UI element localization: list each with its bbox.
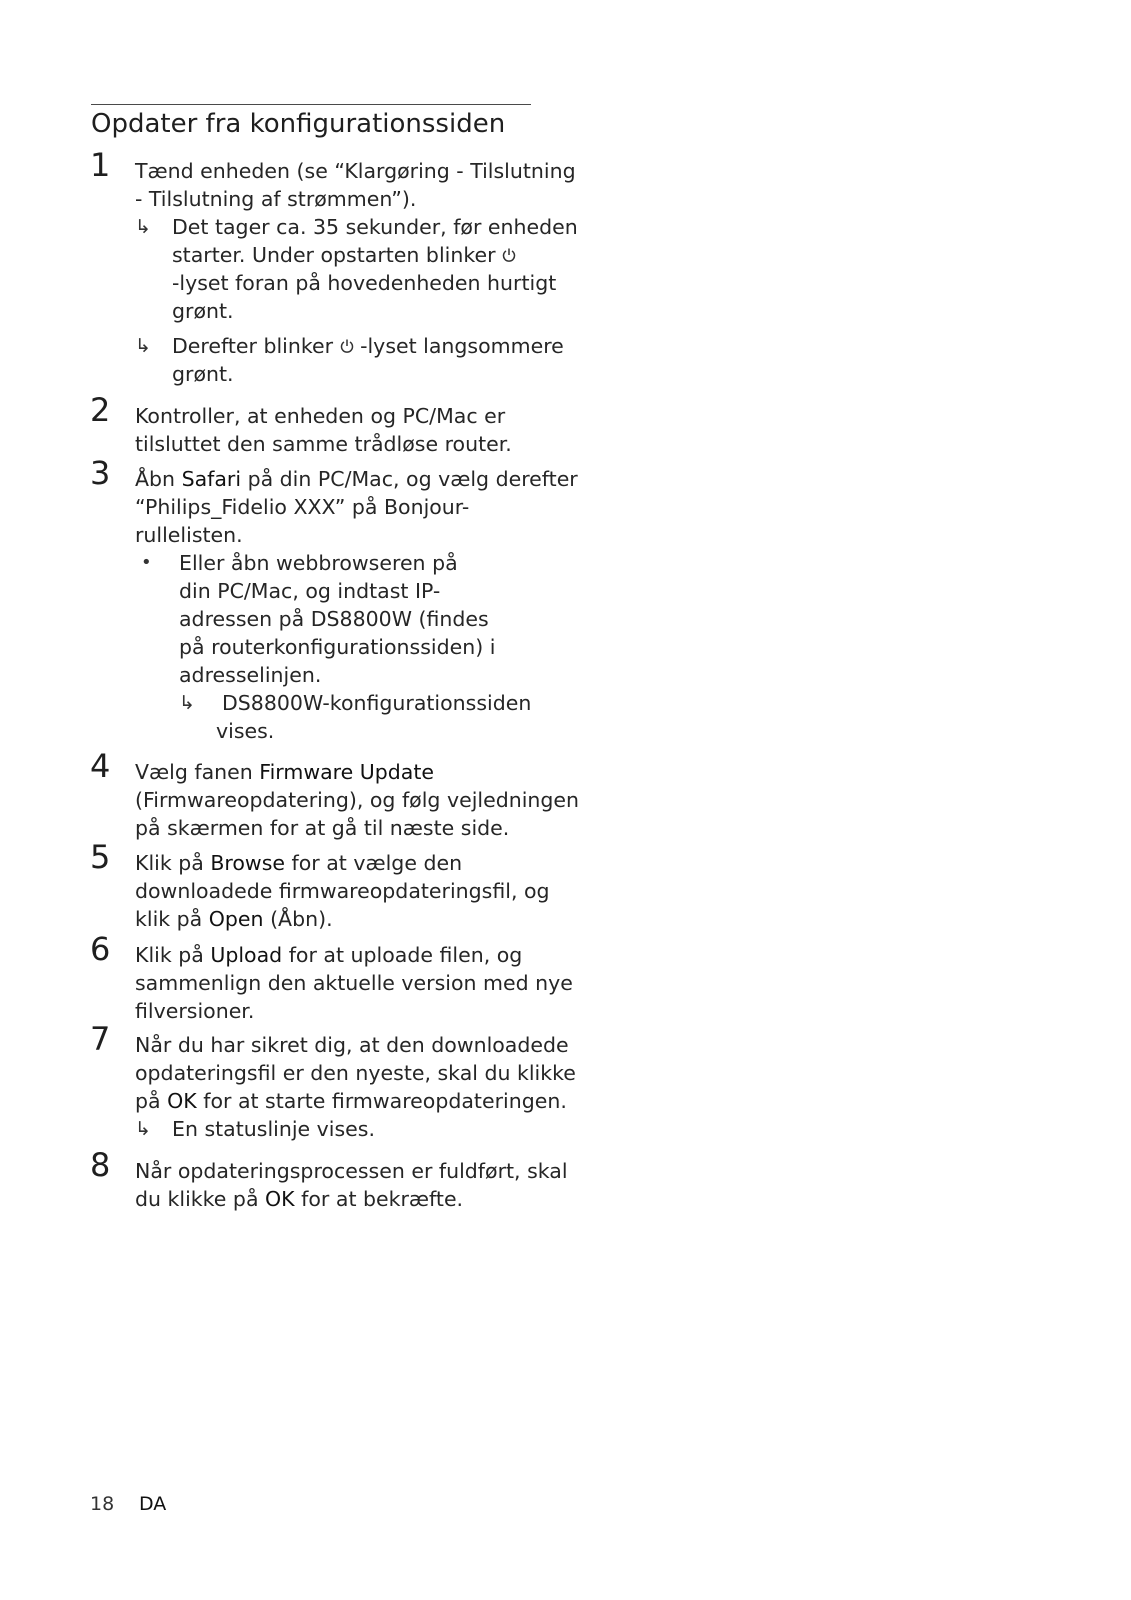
heading-rule — [91, 104, 531, 105]
step-4-firmware-update-label: Firmware Update — [259, 760, 435, 784]
step-6-text-c: for at uploade filen, og — [288, 943, 523, 967]
step-5-browse-label: Browse — [210, 851, 285, 875]
step-1-number: 1 — [90, 146, 111, 184]
step-2-line-1: Kontroller, at enheden og PC/Mac er — [135, 404, 506, 428]
step-5-open-label: Open — [208, 907, 264, 931]
step-1-result-2-text-b: -lyset langsommere — [360, 334, 564, 358]
step-3-bullet-line-1: Eller åbn webbrowseren på — [179, 551, 458, 575]
step-3-bullet-line-4: på routerkonfigurationssiden) i — [179, 635, 496, 659]
step-6-text-a: Klik på — [135, 943, 204, 967]
step-5-number: 5 — [90, 838, 111, 876]
step-1-result-1-line-3: -lyset foran på hovedenheden hurtigt — [172, 271, 557, 295]
step-3-result-line-2: vises. — [216, 719, 275, 743]
result-arrow-icon: ↳ — [135, 335, 151, 357]
step-7-ok-label: OK — [167, 1089, 197, 1113]
step-6-upload-label: Upload — [210, 943, 283, 967]
step-4-line-3: på skærmen for at gå til næste side. — [135, 816, 510, 840]
step-1-result-2-line-2: grønt. — [172, 362, 234, 386]
step-4-line-1 — [135, 758, 434, 786]
step-5-text-c: for at vælge den — [291, 851, 463, 875]
step-8-text-c: for at bekræfte. — [301, 1187, 464, 1211]
step-1-result-1-line-2 — [172, 241, 516, 270]
result-arrow-icon: ↳ — [179, 692, 195, 714]
result-arrow-icon: ↳ — [135, 1118, 151, 1140]
step-8-line-1: Når opdateringsprocessen er fuldført, skal — [135, 1159, 568, 1183]
step-5-line-1 — [135, 849, 462, 877]
step-8-line-2 — [135, 1185, 463, 1213]
result-arrow-icon: ↳ — [135, 216, 151, 238]
step-3-number: 3 — [90, 454, 111, 492]
step-3-bullet-line-5: adresselinjen. — [179, 663, 322, 687]
step-7-text-c: for at starte firmwareopdateringen. — [203, 1089, 567, 1113]
step-5-text-e: (Åbn). — [270, 907, 333, 931]
step-3-text-c: på din PC/Mac, og vælg derefter — [247, 467, 578, 491]
step-3-line-1 — [135, 465, 578, 493]
step-7-text-a: på — [135, 1089, 161, 1113]
step-4-line-2: (Firmwareopdatering), og følg vejledningen — [135, 788, 580, 812]
step-3-safari-label: Safari — [181, 467, 242, 491]
power-icon — [340, 333, 354, 361]
step-4-number: 4 — [90, 747, 111, 785]
language-code: DA — [139, 1493, 167, 1515]
step-5-line-3 — [135, 905, 333, 933]
step-6-line-2: sammenlign den aktuelle version med nye — [135, 971, 573, 995]
step-5-line-2: downloadede firmwareopdateringsfil, og — [135, 879, 550, 903]
step-1-result-2-text-a: Derefter blinker — [172, 334, 334, 358]
step-8-text-a: du klikke på — [135, 1187, 259, 1211]
step-1-result-1-line-4: grønt. — [172, 299, 234, 323]
step-6-number: 6 — [90, 930, 111, 968]
page-number: 18 — [90, 1493, 115, 1515]
step-3-bullet-line-2: din PC/Mac, og indtast IP- — [179, 579, 441, 603]
step-3-text-a: Åbn — [135, 467, 176, 491]
step-8-number: 8 — [90, 1146, 111, 1184]
step-7-number: 7 — [90, 1020, 111, 1058]
step-6-line-1 — [135, 941, 522, 969]
step-8-ok-label: OK — [265, 1187, 295, 1211]
step-1-line-1: Tænd enheden (se “Klargøring - Tilslutning — [135, 159, 576, 183]
step-3-result-line-1: DS8800W-konfigurationssiden — [222, 691, 532, 715]
step-1-result-1-line-1: Det tager ca. 35 sekunder, før enheden — [172, 215, 578, 239]
step-2-number: 2 — [90, 391, 111, 429]
step-7-result: En statuslinje vises. — [172, 1117, 375, 1141]
step-6-line-3: filversioner. — [135, 999, 255, 1023]
step-7-line-3 — [135, 1087, 567, 1115]
step-4-text-a: Vælg fanen — [135, 760, 253, 784]
step-3-bullet-line-3: adressen på DS8800W (findes — [179, 607, 489, 631]
step-7-line-1: Når du har sikret dig, at den downloadede — [135, 1033, 569, 1057]
step-5-text-d: klik på — [135, 907, 203, 931]
step-2-line-2: tilsluttet den samme trådløse router. — [135, 432, 512, 456]
page-title: Opdater fra konfigurationssiden — [91, 109, 506, 139]
power-icon — [502, 242, 516, 270]
step-1-line-2: - Tilslutning af strømmen”). — [135, 187, 417, 211]
step-7-line-2: opdateringsfil er den nyeste, skal du klikke — [135, 1061, 576, 1085]
step-1-result-1-text: starter. Under opstarten blinker — [172, 243, 496, 267]
bullet-icon: • — [141, 552, 152, 573]
step-1-result-2-line-1 — [172, 332, 564, 361]
step-3-line-3: rullelisten. — [135, 523, 243, 547]
step-5-text-a: Klik på — [135, 851, 204, 875]
step-3-line-2: “Philips_Fidelio XXX” på Bonjour- — [135, 495, 470, 519]
